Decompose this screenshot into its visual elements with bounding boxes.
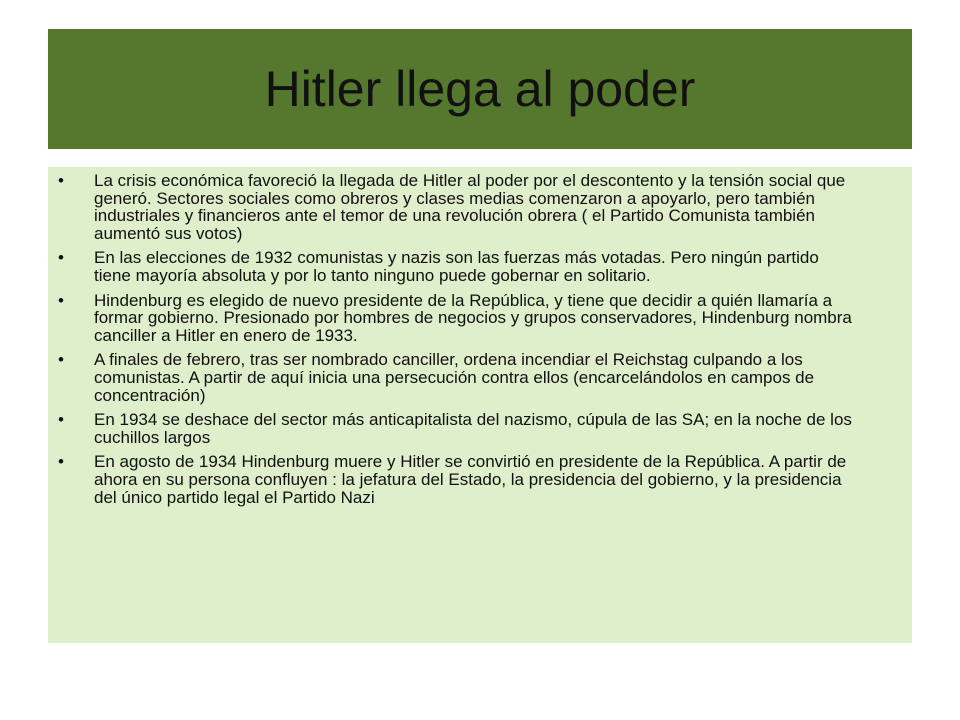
bullet-dot-icon: • [58,248,64,268]
bullet-text: En 1934 se deshace del sector más anticapitalista del nazismo, cúpula de las SA; en la noche de los cuchillos largos [94,410,852,447]
bullet-dot-icon: • [58,410,64,430]
bullet-dot-icon: • [58,171,64,190]
bullet-item [58,172,858,242]
bullet-text: La crisis económica favoreció la llegada de Hitler al poder por el descontento y la tensión social que generó. Sectores sociales como obreros y clases medias comenzaron a apoyarlo, pero también industriales y financieros ante el temor de una revolución obrera ( el Partido Comunista también aumentó sus votos) [94,171,846,243]
bullet-item [58,292,858,345]
bullet-item [58,453,858,506]
bullet-list [58,172,858,513]
bullet-item [58,351,858,404]
bullet-item [58,411,858,446]
bullet-text: En agosto de 1934 Hindenburg muere y Hitler se convirtió en presidente de la República. A partir de ahora en su persona confluyen : la jefatura del Estado, la presidencia del gobierno, y la presidencia del único partido legal el Partido Nazi [94,452,847,507]
bullet-dot-icon: • [58,350,64,370]
bullet-dot-icon: • [58,290,64,310]
bullet-dot-icon: • [58,452,64,472]
title-bar [48,29,912,149]
slide-title: Hitler llega al poder [264,61,696,117]
bullet-text: En las elecciones de 1932 comunistas y nazis son las fuerzas más votadas. Pero ningún partido tiene mayoría absoluta y por lo tanto ninguno puede gobernar en solitario. [94,248,819,285]
bullet-text: A finales de febrero, tras ser nombrado canciller, ordena incendiar el Reichstag culpando a los comunistas. A partir de aquí inicia una persecución contra ellos (encarcelándolos en campos de concentración) [94,350,815,405]
bullet-text: Hindenburg es elegido de nuevo presidente de la República, y tiene que decidir a quién llamaría a formar gobierno. Presionado por hombres de negocios y grupos conservadores, Hindenburg nombra canciller a Hitler en enero de 1933. [94,290,852,345]
bullet-item [58,249,858,284]
